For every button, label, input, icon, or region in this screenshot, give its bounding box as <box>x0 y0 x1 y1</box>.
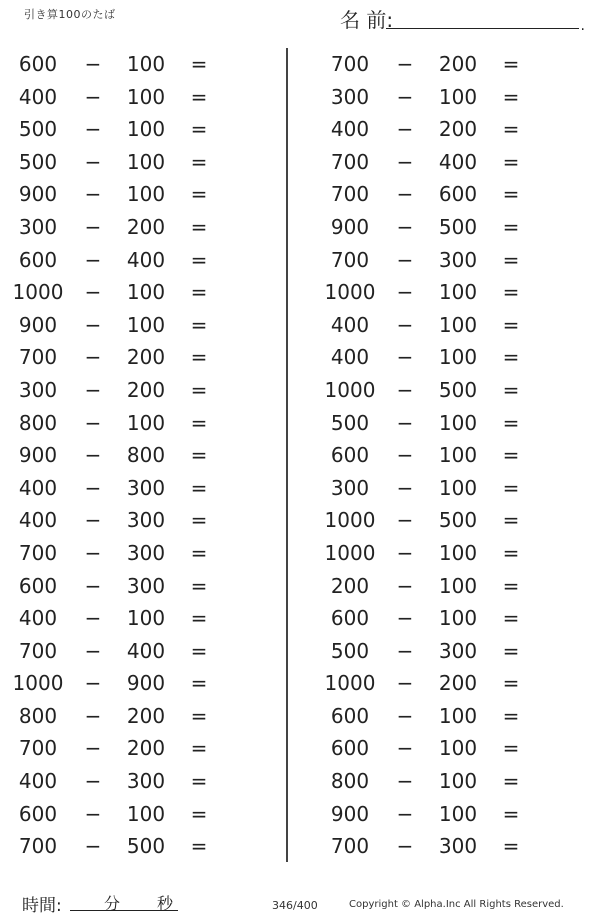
minus-sign: − <box>84 182 102 207</box>
minuend: 600 <box>330 606 370 631</box>
problem-row <box>320 178 560 211</box>
equals-sign: = <box>190 117 208 142</box>
minuend: 400 <box>18 508 58 533</box>
subtrahend: 200 <box>438 117 478 142</box>
subtrahend: 200 <box>126 377 166 402</box>
problem-row <box>8 374 248 407</box>
minuend: 500 <box>330 410 370 435</box>
subtrahend: 300 <box>126 573 166 598</box>
name-end-dot: . <box>580 18 585 34</box>
minus-sign: − <box>396 606 414 631</box>
equals-sign: = <box>502 573 520 598</box>
minus-sign: − <box>84 149 102 174</box>
problem-column-right <box>320 48 560 863</box>
equals-sign: = <box>502 671 520 696</box>
problem-row <box>320 732 560 765</box>
problem-row <box>320 276 560 309</box>
minuend: 300 <box>330 475 370 500</box>
subtrahend: 100 <box>438 475 478 500</box>
subtrahend: 400 <box>126 247 166 272</box>
problem-row <box>8 830 248 863</box>
equals-sign: = <box>190 475 208 500</box>
subtrahend: 200 <box>126 214 166 239</box>
minuend: 1000 <box>324 671 376 696</box>
minuend: 700 <box>330 834 370 859</box>
subtrahend: 400 <box>126 638 166 663</box>
minuend: 400 <box>330 117 370 142</box>
problem-row <box>8 570 248 603</box>
minuend: 800 <box>18 703 58 728</box>
problem-row <box>8 276 248 309</box>
subtrahend: 100 <box>438 312 478 337</box>
problem-row <box>8 178 248 211</box>
equals-sign: = <box>190 280 208 305</box>
equals-sign: = <box>502 247 520 272</box>
subtrahend: 300 <box>438 834 478 859</box>
problem-row <box>320 635 560 668</box>
equals-sign: = <box>190 214 208 239</box>
minuend: 700 <box>18 834 58 859</box>
minus-sign: − <box>84 247 102 272</box>
minuend: 400 <box>330 312 370 337</box>
minus-sign: − <box>84 214 102 239</box>
minus-sign: − <box>396 703 414 728</box>
subtrahend: 500 <box>438 377 478 402</box>
subtrahend: 500 <box>438 214 478 239</box>
minus-sign: − <box>396 508 414 533</box>
problem-row <box>8 81 248 114</box>
subtrahend: 300 <box>438 638 478 663</box>
minuend: 700 <box>18 638 58 663</box>
problem-row <box>8 798 248 831</box>
minuend: 600 <box>18 247 58 272</box>
minus-sign: − <box>84 312 102 337</box>
subtrahend: 100 <box>438 703 478 728</box>
equals-sign: = <box>502 312 520 337</box>
name-underline <box>386 28 579 29</box>
minus-sign: − <box>84 84 102 109</box>
subtrahend: 200 <box>126 345 166 370</box>
minuend: 300 <box>18 214 58 239</box>
equals-sign: = <box>502 52 520 76</box>
problem-row <box>320 765 560 798</box>
worksheet-title: 引き算100のたば <box>24 8 116 21</box>
minus-sign: − <box>396 573 414 598</box>
equals-sign: = <box>502 638 520 663</box>
problem-row <box>8 732 248 765</box>
equals-sign: = <box>502 377 520 402</box>
minuend: 500 <box>18 117 58 142</box>
minus-sign: − <box>84 638 102 663</box>
minus-sign: − <box>84 443 102 468</box>
column-divider <box>286 48 288 862</box>
minus-sign: − <box>396 182 414 207</box>
minuend: 400 <box>18 475 58 500</box>
minuend: 600 <box>330 736 370 761</box>
subtrahend: 300 <box>126 540 166 565</box>
minus-sign: − <box>396 540 414 565</box>
subtrahend: 400 <box>438 149 478 174</box>
equals-sign: = <box>190 182 208 207</box>
subtrahend: 100 <box>126 52 166 76</box>
problem-row <box>320 211 560 244</box>
problem-row <box>320 146 560 179</box>
minus-sign: − <box>84 508 102 533</box>
problem-row <box>320 309 560 342</box>
problem-row <box>320 374 560 407</box>
subtrahend: 500 <box>438 508 478 533</box>
equals-sign: = <box>502 801 520 826</box>
equals-sign: = <box>190 443 208 468</box>
subtrahend: 100 <box>126 84 166 109</box>
minus-sign: − <box>396 410 414 435</box>
problem-row <box>320 341 560 374</box>
equals-sign: = <box>502 508 520 533</box>
problem-row <box>8 700 248 733</box>
subtrahend: 100 <box>438 280 478 305</box>
subtrahend: 100 <box>438 606 478 631</box>
subtrahend: 100 <box>126 410 166 435</box>
minuend: 500 <box>330 638 370 663</box>
equals-sign: = <box>190 801 208 826</box>
equals-sign: = <box>502 443 520 468</box>
equals-sign: = <box>190 149 208 174</box>
minus-sign: − <box>84 769 102 794</box>
minus-sign: − <box>84 606 102 631</box>
minus-sign: − <box>396 801 414 826</box>
minus-sign: − <box>84 52 102 76</box>
problem-row <box>320 667 560 700</box>
problem-row <box>8 504 248 537</box>
minuend: 300 <box>330 84 370 109</box>
minus-sign: − <box>396 769 414 794</box>
minuend: 1000 <box>324 540 376 565</box>
equals-sign: = <box>502 736 520 761</box>
equals-sign: = <box>190 410 208 435</box>
minus-sign: − <box>84 736 102 761</box>
problem-row <box>8 667 248 700</box>
minus-sign: − <box>396 84 414 109</box>
problem-row <box>8 113 248 146</box>
minuend: 400 <box>18 769 58 794</box>
minuend: 400 <box>18 606 58 631</box>
minuend: 900 <box>18 443 58 468</box>
minus-sign: − <box>84 703 102 728</box>
second-label: 秒 <box>157 894 174 913</box>
subtrahend: 200 <box>126 736 166 761</box>
equals-sign: = <box>502 475 520 500</box>
minuend: 900 <box>330 214 370 239</box>
subtrahend: 600 <box>438 182 478 207</box>
minus-sign: − <box>396 638 414 663</box>
equals-sign: = <box>502 280 520 305</box>
minus-sign: − <box>84 671 102 696</box>
problem-row <box>320 244 560 277</box>
minuend: 400 <box>330 345 370 370</box>
problem-row <box>8 765 248 798</box>
subtrahend: 100 <box>126 280 166 305</box>
minus-sign: − <box>396 475 414 500</box>
footer <box>0 888 600 917</box>
problem-row <box>8 537 248 570</box>
problem-row <box>320 830 560 863</box>
equals-sign: = <box>502 410 520 435</box>
problem-row <box>320 537 560 570</box>
problem-row <box>8 635 248 668</box>
equals-sign: = <box>502 149 520 174</box>
equals-sign: = <box>502 214 520 239</box>
minuend: 700 <box>330 149 370 174</box>
problem-row <box>320 504 560 537</box>
minuend: 700 <box>330 52 370 76</box>
subtrahend: 100 <box>438 801 478 826</box>
equals-sign: = <box>502 345 520 370</box>
minuend: 400 <box>18 84 58 109</box>
problem-row <box>8 602 248 635</box>
problem-row <box>8 309 248 342</box>
minuend: 700 <box>18 345 58 370</box>
minuend: 700 <box>330 182 370 207</box>
equals-sign: = <box>190 540 208 565</box>
equals-sign: = <box>190 769 208 794</box>
page-number: 346/400 <box>272 899 318 912</box>
equals-sign: = <box>190 52 208 76</box>
equals-sign: = <box>502 769 520 794</box>
time-label: 時間: <box>22 896 62 916</box>
minus-sign: − <box>396 149 414 174</box>
minus-sign: − <box>84 540 102 565</box>
subtrahend: 100 <box>126 182 166 207</box>
minus-sign: − <box>84 280 102 305</box>
minus-sign: − <box>396 117 414 142</box>
problem-row <box>320 439 560 472</box>
problem-row <box>320 700 560 733</box>
minuend: 500 <box>18 149 58 174</box>
minuend: 1000 <box>324 280 376 305</box>
equals-sign: = <box>190 247 208 272</box>
minus-sign: − <box>84 475 102 500</box>
minus-sign: − <box>396 736 414 761</box>
minus-sign: − <box>396 247 414 272</box>
subtrahend: 200 <box>438 671 478 696</box>
equals-sign: = <box>190 84 208 109</box>
minuend: 700 <box>18 736 58 761</box>
problem-row <box>320 81 560 114</box>
name-label: 名 前: <box>340 8 394 32</box>
equals-sign: = <box>190 312 208 337</box>
equals-sign: = <box>502 834 520 859</box>
minuend: 600 <box>18 801 58 826</box>
problem-row <box>320 472 560 505</box>
minus-sign: − <box>84 345 102 370</box>
minus-sign: − <box>396 312 414 337</box>
minus-sign: − <box>396 671 414 696</box>
minus-sign: − <box>396 280 414 305</box>
minus-sign: − <box>84 377 102 402</box>
minus-sign: − <box>84 801 102 826</box>
equals-sign: = <box>502 117 520 142</box>
subtrahend: 800 <box>126 443 166 468</box>
problem-row <box>320 113 560 146</box>
subtrahend: 100 <box>126 117 166 142</box>
problem-row <box>320 48 560 81</box>
minuend: 800 <box>18 410 58 435</box>
equals-sign: = <box>190 638 208 663</box>
minuend: 1000 <box>324 377 376 402</box>
subtrahend: 100 <box>438 443 478 468</box>
minus-sign: − <box>396 52 414 76</box>
minus-sign: − <box>396 443 414 468</box>
minuend: 900 <box>330 801 370 826</box>
problem-row <box>8 244 248 277</box>
minute-label: 分 <box>104 894 121 913</box>
problem-row <box>320 407 560 440</box>
equals-sign: = <box>190 606 208 631</box>
minuend: 700 <box>18 540 58 565</box>
subtrahend: 100 <box>438 410 478 435</box>
subtrahend: 100 <box>126 606 166 631</box>
subtrahend: 100 <box>438 573 478 598</box>
subtrahend: 100 <box>438 736 478 761</box>
minus-sign: − <box>84 834 102 859</box>
minuend: 700 <box>330 247 370 272</box>
subtrahend: 900 <box>126 671 166 696</box>
subtrahend: 300 <box>126 769 166 794</box>
minuend: 600 <box>330 703 370 728</box>
subtrahend: 100 <box>126 149 166 174</box>
subtrahend: 100 <box>126 312 166 337</box>
minus-sign: − <box>396 834 414 859</box>
subtrahend: 300 <box>126 475 166 500</box>
problem-row <box>8 472 248 505</box>
minuend: 200 <box>330 573 370 598</box>
equals-sign: = <box>502 606 520 631</box>
copyright-notice: Copyright © Alpha.Inc All Rights Reserved. <box>349 899 564 910</box>
minus-sign: − <box>84 410 102 435</box>
subtrahend: 200 <box>126 703 166 728</box>
minuend: 800 <box>330 769 370 794</box>
problem-row <box>320 798 560 831</box>
minuend: 300 <box>18 377 58 402</box>
minuend: 600 <box>18 52 58 76</box>
problem-row <box>8 48 248 81</box>
equals-sign: = <box>502 703 520 728</box>
problem-row <box>8 341 248 374</box>
minus-sign: − <box>84 117 102 142</box>
subtrahend: 300 <box>438 247 478 272</box>
problem-row <box>8 211 248 244</box>
minuend: 1000 <box>324 508 376 533</box>
subtrahend: 100 <box>438 540 478 565</box>
subtrahend: 100 <box>126 801 166 826</box>
problem-column-left <box>8 48 248 863</box>
minuend: 600 <box>330 443 370 468</box>
equals-sign: = <box>190 573 208 598</box>
minuend: 600 <box>18 573 58 598</box>
problem-row <box>320 602 560 635</box>
subtrahend: 300 <box>126 508 166 533</box>
subtrahend: 500 <box>126 834 166 859</box>
problem-row <box>8 407 248 440</box>
equals-sign: = <box>190 703 208 728</box>
problem-row <box>320 570 560 603</box>
equals-sign: = <box>190 377 208 402</box>
equals-sign: = <box>502 182 520 207</box>
minuend: 900 <box>18 312 58 337</box>
subtrahend: 100 <box>438 769 478 794</box>
minus-sign: − <box>396 345 414 370</box>
equals-sign: = <box>502 540 520 565</box>
problem-row <box>8 439 248 472</box>
subtrahend: 200 <box>438 52 478 76</box>
equals-sign: = <box>502 84 520 109</box>
subtrahend: 100 <box>438 84 478 109</box>
subtrahend: 100 <box>438 345 478 370</box>
minuend: 1000 <box>12 280 64 305</box>
minus-sign: − <box>84 573 102 598</box>
minus-sign: − <box>396 377 414 402</box>
name-field[interactable] <box>340 4 585 34</box>
equals-sign: = <box>190 345 208 370</box>
equals-sign: = <box>190 508 208 533</box>
minuend: 900 <box>18 182 58 207</box>
minuend: 1000 <box>12 671 64 696</box>
equals-sign: = <box>190 671 208 696</box>
problem-row <box>8 146 248 179</box>
minus-sign: − <box>396 214 414 239</box>
equals-sign: = <box>190 834 208 859</box>
equals-sign: = <box>190 736 208 761</box>
